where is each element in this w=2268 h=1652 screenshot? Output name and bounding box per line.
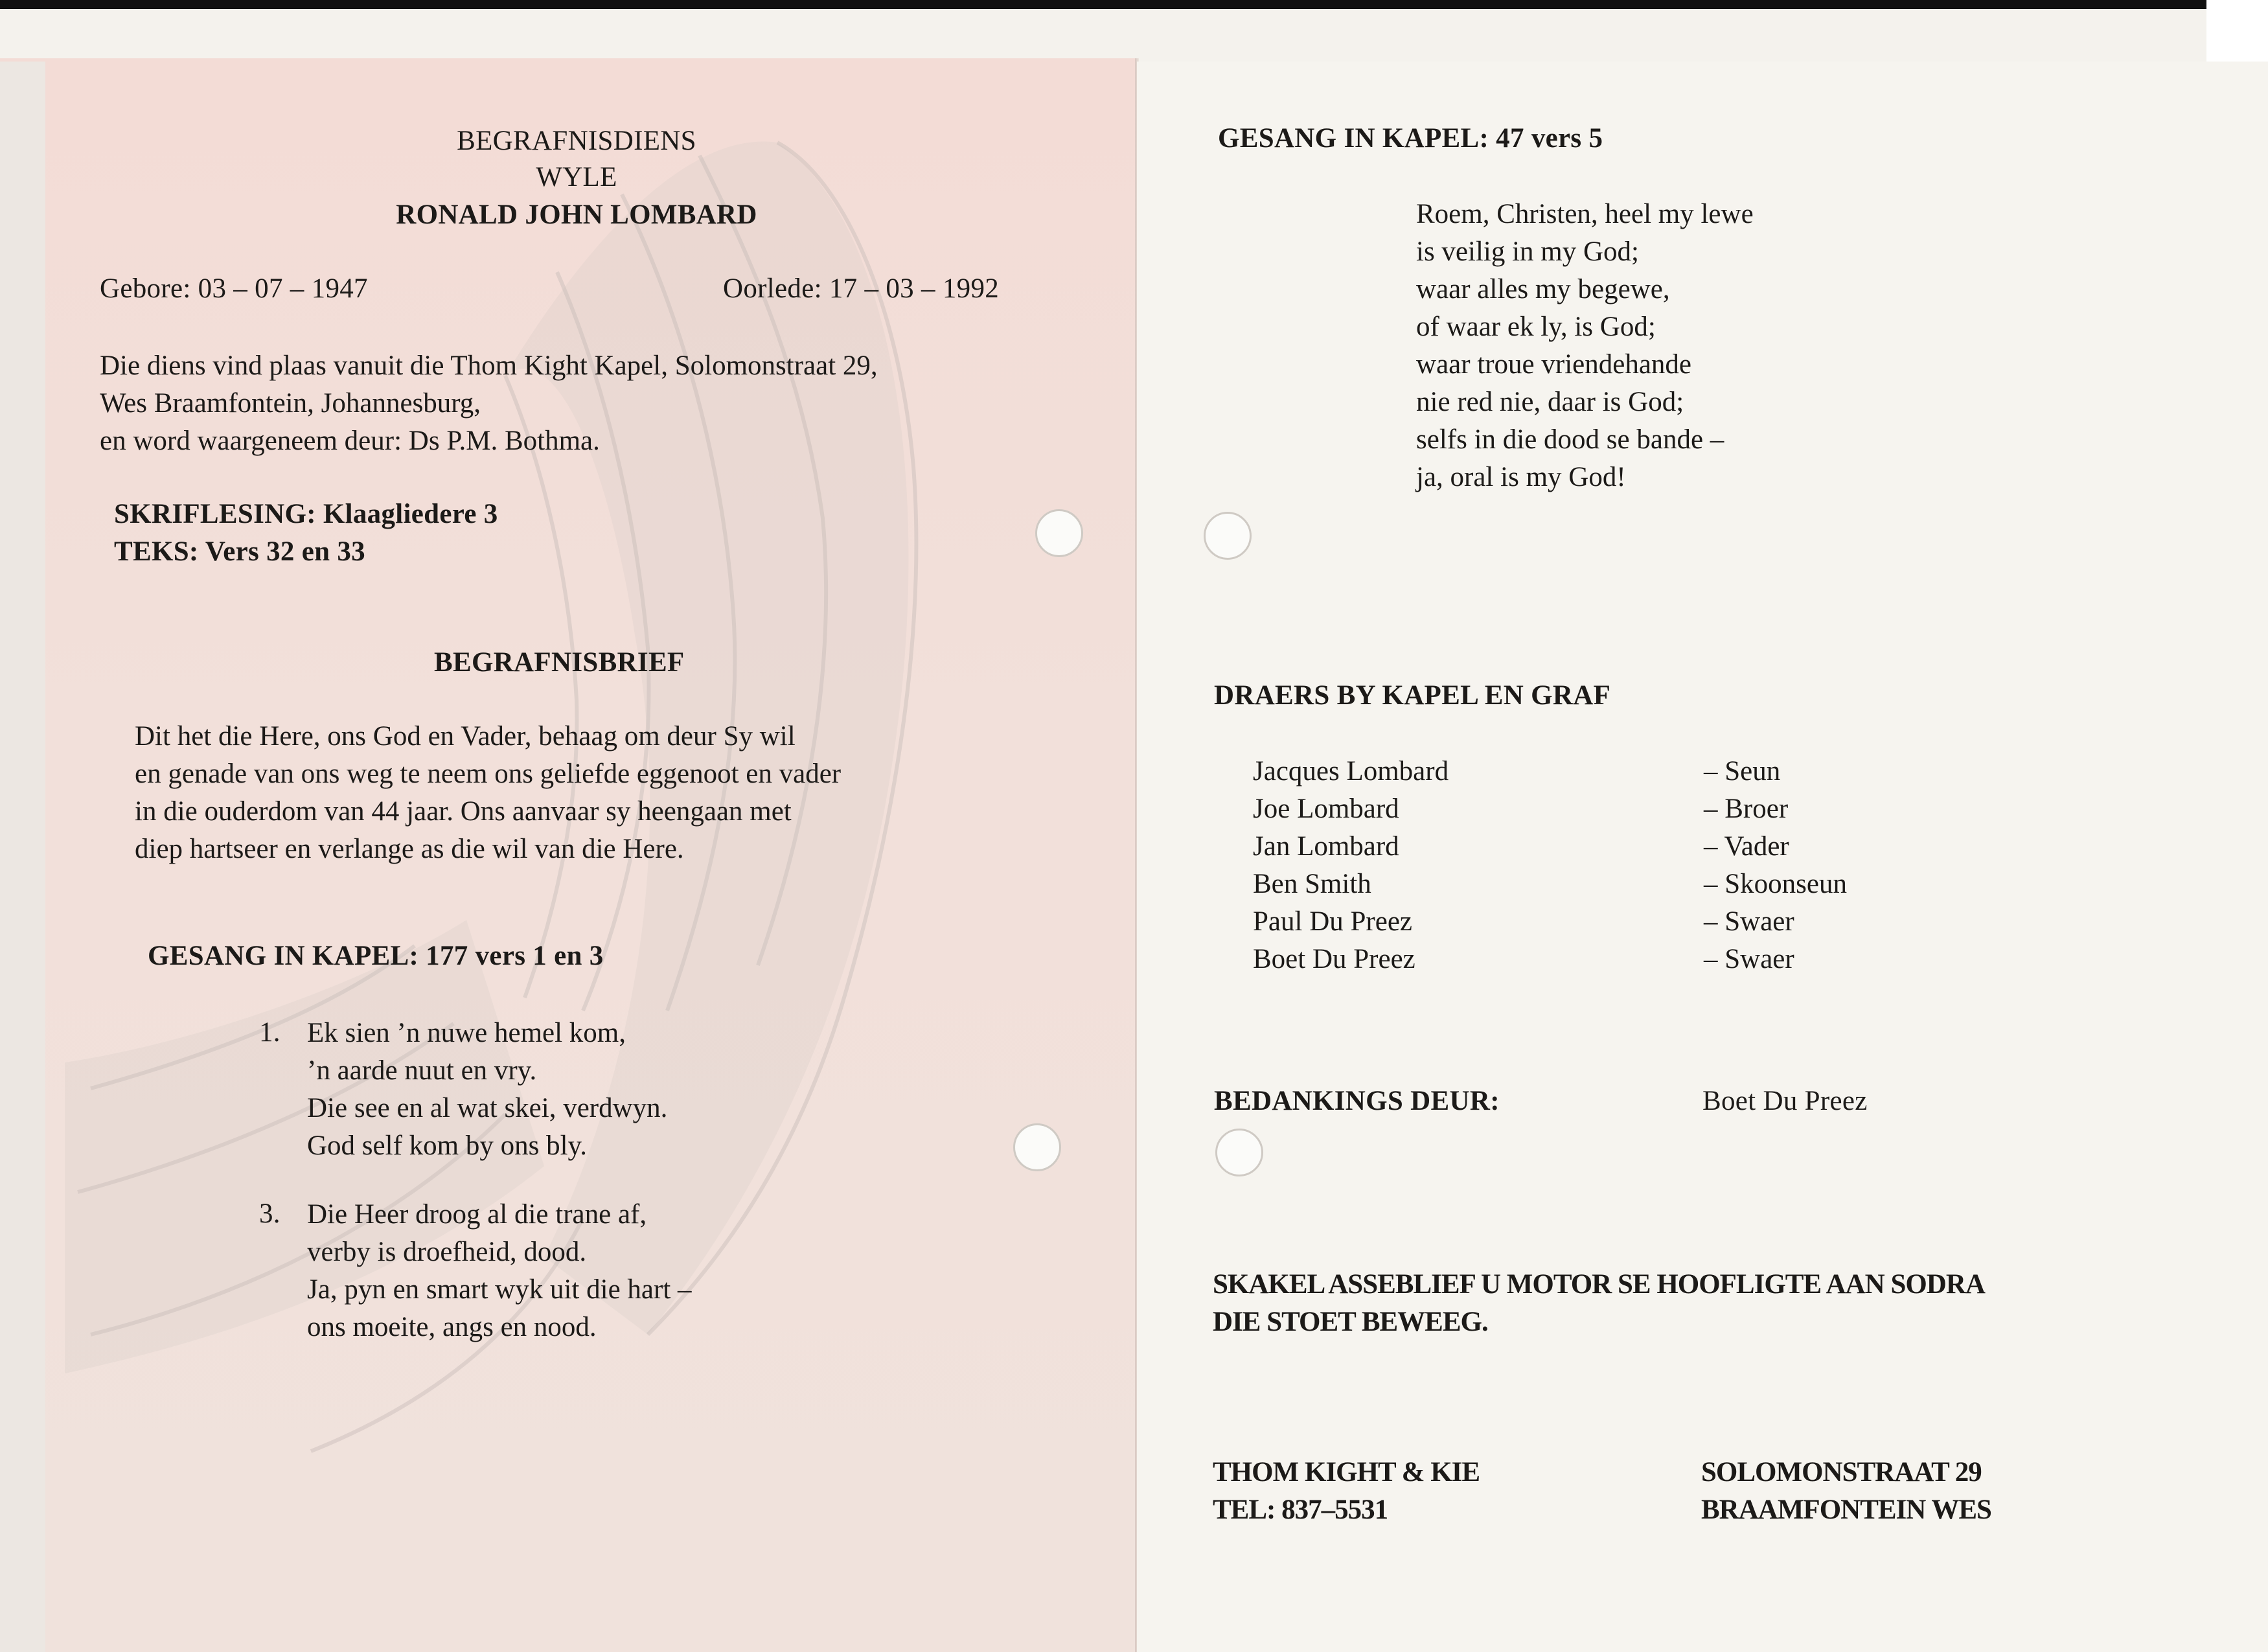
sermon-text: TEKS: Vers 32 en 33 [114, 536, 365, 567]
verse-line: ’n aarde nuut en vry. [307, 1055, 537, 1086]
bearer-name: Joe Lombard [1253, 794, 1399, 824]
address-street: SOLOMONSTRAAT 29 [1701, 1457, 1982, 1487]
hymn-line: ja, oral is my God! [1416, 462, 1626, 492]
left-page-margin [0, 62, 45, 1652]
notice-line: DIE STOET BEWEEG. [1213, 1307, 1488, 1337]
hymn-title-right: GESANG IN KAPEL: 47 vers 5 [1218, 123, 1603, 154]
funeral-company [1213, 1454, 1480, 1529]
punch-hole [1204, 512, 1252, 560]
funeral-letter [135, 718, 841, 868]
verse-line: Ja, pyn en smart wyk uit die hart – [307, 1274, 692, 1305]
service-details [100, 347, 878, 460]
bearers-relations [1704, 753, 1847, 978]
scripture-reading: SKRIFLESING: Klaagliedere 3 [114, 499, 498, 529]
birth-date: Gebore: 03 – 07 – 1947 [100, 273, 368, 304]
hymn-line: of waar ek ly, is God; [1416, 312, 1656, 342]
service-line: Wes Braamfontein, Johannesburg, [100, 388, 481, 419]
company-address [1701, 1454, 1991, 1529]
hymn-title-left: GESANG IN KAPEL: 177 vers 1 en 3 [148, 941, 604, 971]
hymn-line: nie red nie, daar is God; [1416, 387, 1684, 417]
hymn-line: is veilig in my God; [1416, 236, 1639, 267]
hymn-line: waar troue vriendehande [1416, 349, 1692, 380]
thanks-name: Boet Du Preez [1702, 1086, 1868, 1116]
verse-line: God self kom by ons bly. [307, 1130, 587, 1161]
address-area: BRAAMFONTEIN WES [1701, 1495, 1991, 1525]
bearer-relation: – Skoonseun [1704, 869, 1847, 899]
scan-corner [2206, 0, 2268, 62]
notice-line: SKAKEL ASSEBLIEF U MOTOR SE HOOFLIGTE AAN SODRA [1213, 1269, 1985, 1300]
company-phone: TEL: 837–5531 [1213, 1495, 1388, 1525]
bearer-name: Jan Lombard [1253, 831, 1399, 862]
service-line: Die diens vind plaas vanuit die Thom Kight Kapel, Solomonstraat 29, [100, 350, 878, 381]
scan-top-edge [0, 0, 2268, 9]
document-heading: BEGRAFNISDIENS [457, 126, 696, 156]
letter-line: en genade van ons weg te neem ons geliefde eggenoot en vader [135, 759, 842, 789]
letter-line: Dit het die Here, ons God en Vader, behaag om deur Sy wil [135, 721, 796, 751]
headlights-notice [1213, 1266, 1985, 1341]
bearer-relation: – Vader [1704, 831, 1789, 862]
hymn-verse [307, 1015, 667, 1165]
verse-number: 3. [259, 1199, 281, 1229]
hymn-line: waar alles my begewe, [1416, 274, 1670, 304]
verse-number: 1. [259, 1017, 281, 1048]
company-name: THOM KIGHT & KIE [1213, 1457, 1480, 1487]
bearer-name: Paul Du Preez [1253, 906, 1412, 937]
service-line: en word waargeneem deur: Ds P.M. Bothma. [100, 426, 600, 456]
bearer-relation: – Swaer [1704, 906, 1794, 937]
punch-hole [1035, 509, 1083, 557]
verse-line: ons moeite, angs en nood. [307, 1312, 597, 1342]
letter-title: BEGRAFNISBRIEF [434, 647, 685, 678]
bearer-name: Jacques Lombard [1253, 756, 1449, 786]
letter-line: diep hartseer en verlange as die wil van die Here. [135, 834, 684, 864]
bearers-title: DRAERS BY KAPEL EN GRAF [1214, 680, 1611, 711]
thanks-label: BEDANKINGS DEUR: [1214, 1086, 1500, 1116]
hymn-verse [307, 1196, 692, 1346]
bearer-relation: – Seun [1704, 756, 1781, 786]
verse-line: Die see en al wat skei, verdwyn. [307, 1093, 668, 1123]
verse-line: Ek sien ’n nuwe hemel kom, [307, 1018, 626, 1048]
bearers-names [1253, 753, 1449, 978]
punch-hole [1013, 1123, 1061, 1171]
deceased-name: RONALD JOHN LOMBARD [396, 200, 757, 230]
bearer-relation: – Swaer [1704, 944, 1794, 974]
letter-line: in die ouderdom van 44 jaar. Ons aanvaar sy heengaan met [135, 796, 792, 827]
hymn-line: selfs in die dood se bande – [1416, 424, 1724, 455]
verse-line: verby is droefheid, dood. [307, 1237, 587, 1267]
bearer-name: Boet Du Preez [1253, 944, 1415, 974]
hymn-line: Roem, Christen, heel my lewe [1416, 199, 1754, 229]
bearer-relation: – Broer [1704, 794, 1789, 824]
verse-line: Die Heer droog al die trane af, [307, 1199, 647, 1230]
punch-hole [1215, 1129, 1263, 1176]
document-subheading: WYLE [536, 162, 617, 192]
bearer-name: Ben Smith [1253, 869, 1371, 899]
death-date: Oorlede: 17 – 03 – 1992 [723, 273, 1000, 304]
hymn-stanza [1416, 196, 1754, 496]
